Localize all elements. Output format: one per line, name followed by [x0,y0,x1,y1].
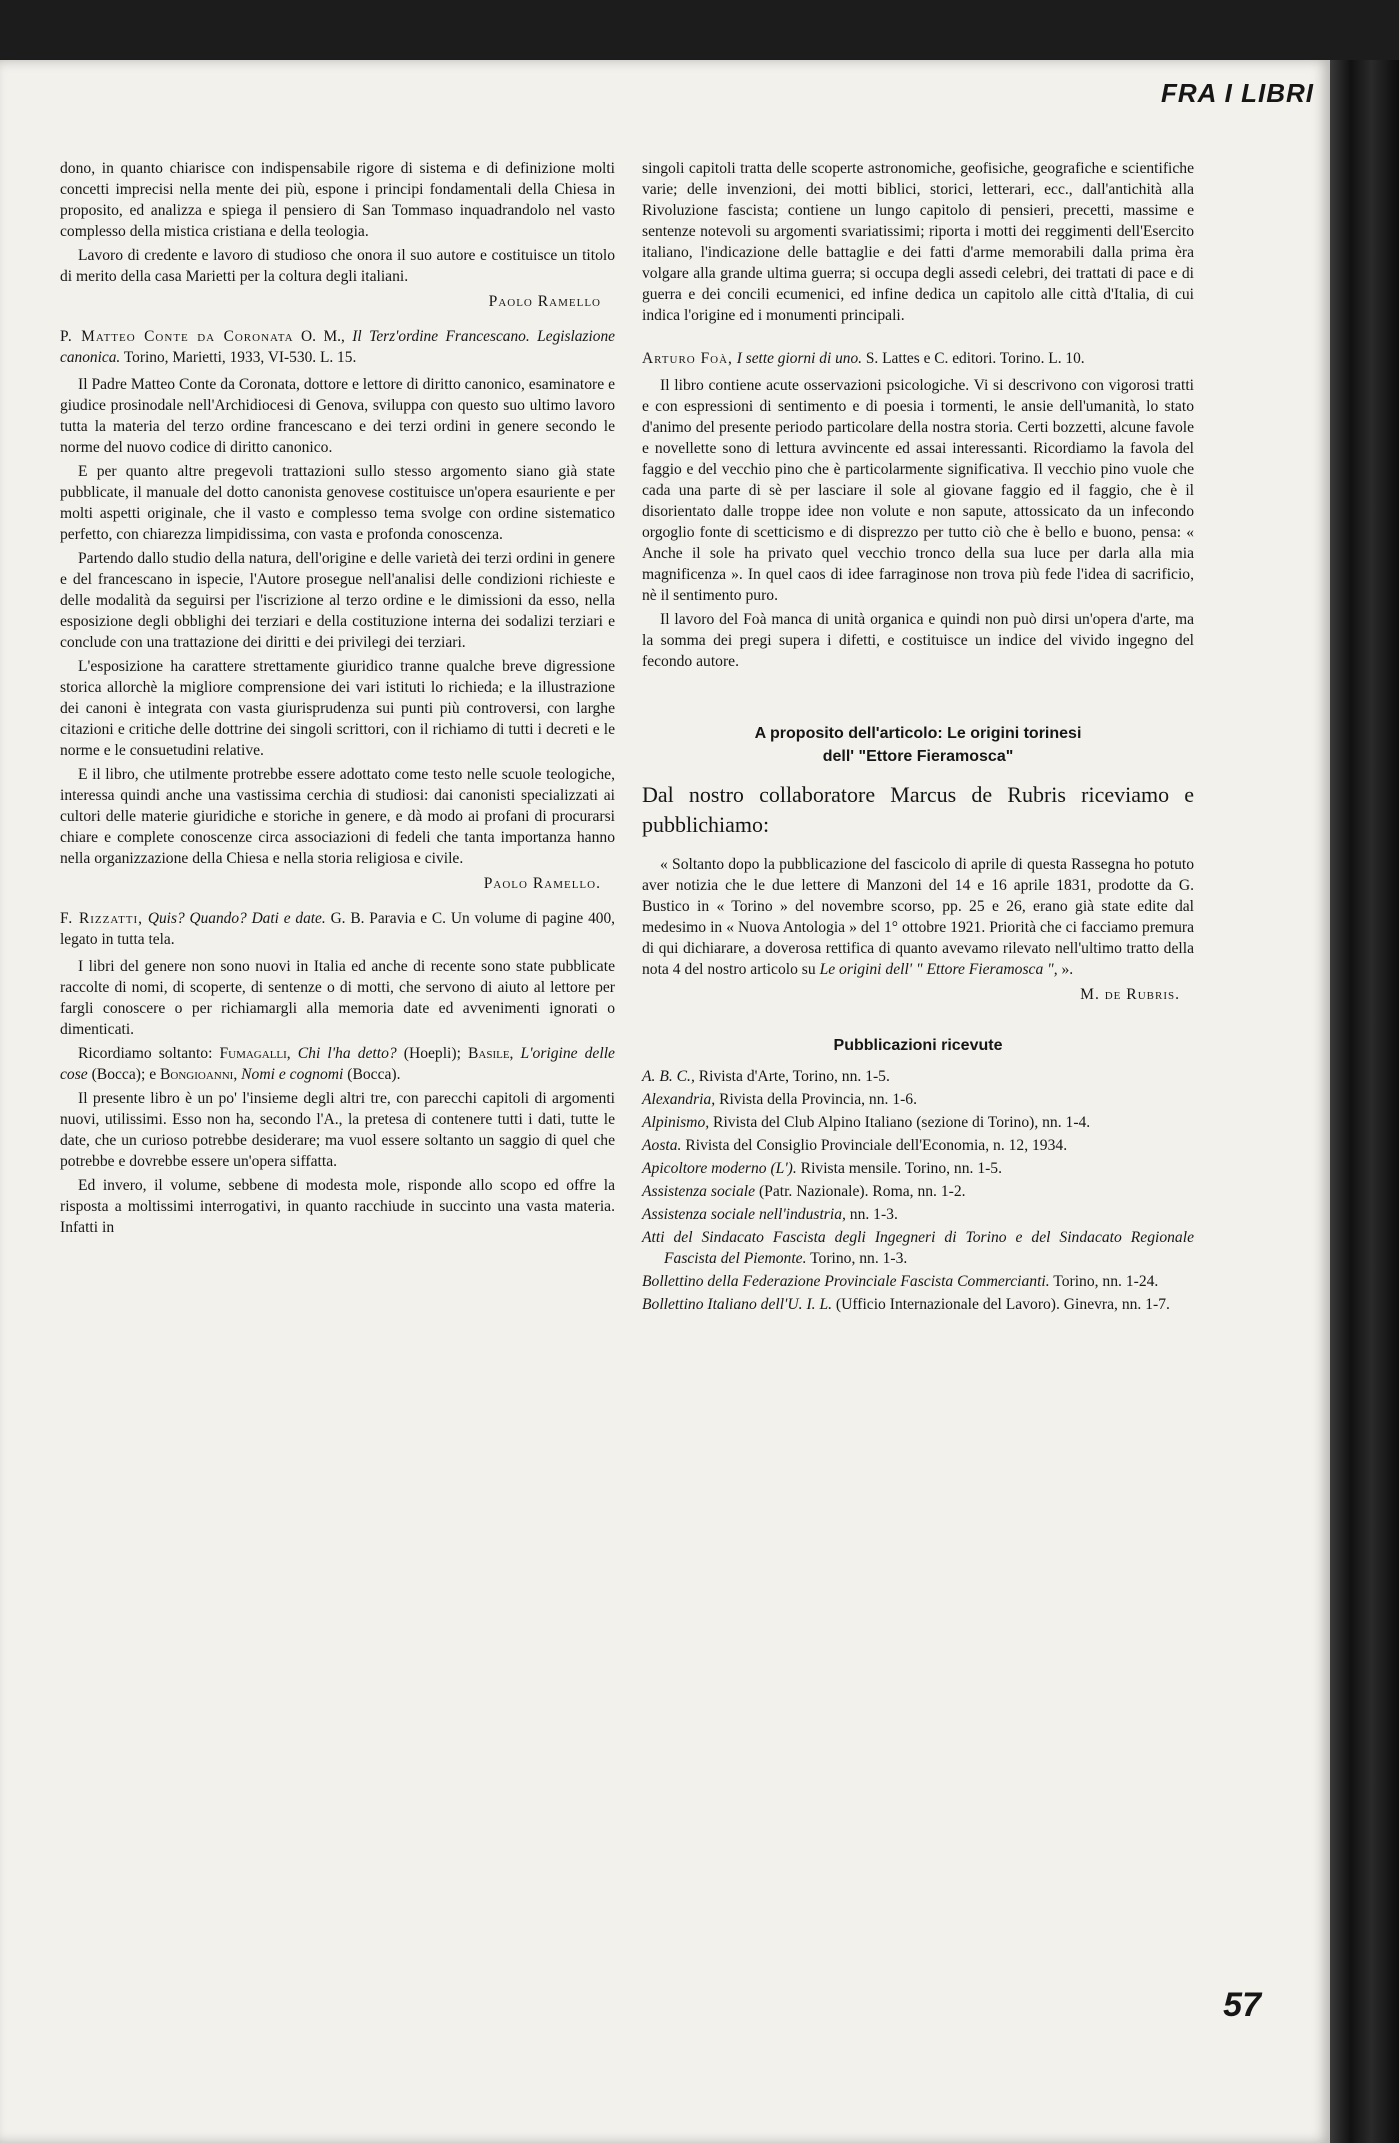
publication-item [642,1158,1194,1179]
text-run: (Bocca); e [87,1066,161,1083]
publication-title: Assistenza sociale nell'industria, [642,1206,846,1223]
publication-title: Bollettino della Federazione Provinciale Fascista Commercianti. [642,1273,1050,1290]
cited-title: Le origini dell' " Ettore Fieramosca ", [819,961,1058,978]
publication-item [642,1112,1194,1133]
publication-title: Aosta. [642,1137,682,1154]
publication-title: Apicoltore moderno (L'). [642,1160,797,1177]
book-title: Il Terz'ordine Francescano. Legislazione canonica. [60,328,615,366]
paragraph: dono, in quanto chiarisce con indispensabile rigore di sistema e di definizione molti concetti imprecisi nella mente dei più, espone i principi fondamentali della Chiesa in proposito, ed analizza e spiega il pensiero di San Tommaso inquadrandolo nel vasto complesso della mistica cristiana e della teologia. [60,160,615,240]
letter-intro: Dal nostro collaboratore Marcus de Rubris riceviamo e pubblichiamo: [642,782,1194,837]
publication-item [642,1135,1194,1156]
publication-details: Rivista mensile. Torino, nn. 1-5. [796,1160,1003,1177]
paragraph: Il Padre Matteo Conte da Coronata, dottore e lettore di diritto canonico, esaminatore e giudice prosinodale nell'Archidiocesi di Genova, sviluppa con questo suo ultimo lavoro tutta la materia del terzo ordine francescano e dei terzi ordini in genere secondo le norme del nuovo codice di diritto canonico. [60,376,615,456]
section-heading [642,722,1194,768]
publication-details: Torino, nn. 1-3. [806,1250,908,1267]
text-run: (Bocca). [343,1066,401,1083]
book-reference [60,908,615,950]
publication-item [642,1227,1194,1269]
publication-title: Bollettino Italiano dell'U. I. L. [642,1296,833,1313]
publication-item [642,1271,1194,1292]
section-heading-line: A proposito dell'articolo: Le origini torinesi [754,725,1082,742]
cited-author: Fumagalli, [219,1045,298,1062]
book-publisher: S. Lattes e C. editori. Torino. L. 10. [862,350,1085,367]
book-title: Quis? Quando? Dati e date. [147,910,326,927]
running-title: FRA I LIBRI [1160,78,1314,108]
publication-details: nn. 1-3. [845,1206,898,1223]
publication-item [642,1181,1194,1202]
publication-title: Alpinismo, [642,1114,710,1131]
paragraph: Ed invero, il volume, sebbene di modesta mole, risponde allo scopo ed offre la risposta a moltissimi interrogativi, in quanto racchiude in succinto una vasta materia. Infatti in [60,1177,615,1236]
publications-list [642,1066,1194,1315]
signature: M. de Rubris. [1080,986,1180,1003]
publication-title: Alexandria, [642,1091,716,1108]
paragraph: I libri del genere non sono nuovi in Italia ed anche di recente sono state pubblicate raccolte di nomi, di scoperte, di sentenze o di motti, che servono di aiuto al lettore per fargli conoscere o per richiamargli alla memoria date ed avvenimenti ignorati o dimenticati. [60,958,615,1038]
paragraph [60,1043,615,1085]
signature: Paolo Ramello. [483,875,601,892]
cited-author: Basile, [467,1045,521,1062]
paragraph: Il libro contiene acute osservazioni psicologiche. Vi si descrivono con vigorosi tratti e con espressioni di sentimento e di poesia i tormenti, le ansie dell'umanità, lo stato d'animo del presente periodo particolare della nostra storia. Certi bozzetti, alcune favole e novellette sono di lettura avvincente ed assai interessanti. Ricordiamo la favola del faggio e del vecchio pino che è particolarmente significativa. Il vecchio pino vuole che cada una parte di sè per lasciare il sole al giovane faggio ed il faggio, che è il disorientato dalle troppe idee non volute e non sapute, attossicato da un infecondo orgoglio fonte di scetticismo e di disprezzo per tutto ciò che è bello e buono, pensa: « Anche il sole ha privato quel vecchio tronco della sua luce per darla alla mia magnificenza ». In quel caos di idee farraginose non trova più fede l'idea di sacrificio, nè il sentimento puro. [642,377,1194,604]
paragraph: singoli capitoli tratta delle scoperte astronomiche, geofisiche, geografiche e scientifiche varie; delle invenzioni, dei motti biblici, storici, letterari, ecc., dall'antichità alla Rivoluzione fascista; contiene un lungo capitolo di pensieri, precetti, massime e sentenze notevoli su argomenti svariatissimi; riporta i motti dei reggimenti dell'Esercito italiano, l'indicazione delle battaglie e dei fatti d'arme memorabili dalla prima èra volgare alla grande ultima guerra; si occupa degli assedi celebri, dei trattati di pace e di guerra e dei concili ecumenici, ed infine dedica un capitolo alle città d'Italia, di cui indica l'origine ed i monumenti principali. [642,160,1194,324]
book-publisher: G. B. Paravia e C. Un volume di pagine 400, legato in tutta tela. [60,910,615,948]
paragraph: Lavoro di credente e lavoro di studioso che onora il suo autore e costituisce un titolo di merito della casa Marietti per la coltura degli italiani. [60,247,615,285]
paragraph: E il libro, che utilmente protrebbe essere adottato come testo nelle scuole teologiche, interessa quindi anche una vastissima cerchia di studiosi: dai canonisti specializzati ai cultori delle materie giuridiche e storiche in genere, e dà modo ai profani di procurarsi chiare e complete conoscenze circa associazioni di fedeli che tanta importanza hanno nella organizzazione della Chiesa e nella storia religiosa e civile. [60,766,615,867]
publication-item [642,1204,1194,1225]
publication-details: Torino, nn. 1-24. [1049,1273,1159,1290]
paragraph: L'esposizione ha carattere strettamente giuridico tranne qualche breve digressione storica allorchè la migliore comprensione dei vari istituti lo richieda; e la illustrazione dei canoni è integrata con vasta giurisprudenza sui punti più controversi, con larghe citazioni e critiche delle dottrine dei singoli scrittori, con il richiamo di tutti i decreti e le norme e le consuetudini relative. [60,658,615,759]
paragraph: Il presente libro è un po' l'insieme degli altri tre, con parecchi capitoli di argomenti nuovi, utilissimi. Esso non ha, secondo l'A., la pretesa di contenere tutti i dati, tutte le date, che un curioso potrebbe desiderare; ma vuol essere soltanto un saggio di quel che potrebbe e dovrebbe essere un'opera siffatta. [60,1090,615,1170]
right-column [642,158,1194,1317]
cited-title: Nomi e cognomi [241,1066,344,1083]
publication-details: Rivista del Consiglio Provinciale dell'Economia, n. 12, 1934. [681,1137,1068,1154]
book-title: I sette giorni di uno. [736,350,863,367]
paragraph: Il lavoro del Foà manca di unità organica e quindi non può dirsi un'opera d'arte, ma la somma dei pregi supera i difetti, e costituisce un indice del vivido ingegno del fecondo autore. [642,611,1194,670]
publication-title: A. B. C., [642,1068,695,1085]
book-author: F. Rizzatti, [60,910,144,927]
book-author: Arturo Foà, [642,350,733,367]
publication-title: Assistenza sociale [642,1183,756,1200]
binding-edge [1330,60,1399,2143]
section-heading-line: dell' "Ettore Fieramosca" [822,748,1014,765]
left-column [60,158,615,1241]
letter-quote [642,854,1194,980]
publication-details: (Ufficio Internazionale del Lavoro). Ginevra, nn. 1-7. [832,1296,1170,1313]
publication-details: Rivista del Club Alpino Italiano (sezione di Torino), nn. 1-4. [709,1114,1091,1131]
publication-title: Atti del Sindacato Fascista degli Ingegneri di Torino e del Sindacato Regionale Fascista del Piemonte. [642,1229,1194,1267]
text-run: (Hoepli); [396,1045,468,1062]
text-run: Ricordiamo soltanto: [78,1045,220,1062]
book-reference [642,348,1194,369]
publications-heading: Pubblicazioni ricevute [833,1037,1003,1054]
book-reference [60,326,615,368]
publication-details: Rivista della Provincia, nn. 1-6. [715,1091,918,1108]
signature: Paolo Ramello [488,293,601,310]
book-order: O. M., [293,328,353,345]
page-number: 57 [1223,1986,1261,2024]
publication-item [642,1294,1194,1315]
paragraph: Partendo dallo studio della natura, dell'origine e delle varietà dei terzi ordini in genere e del francescano in ispecie, l'Autore prosegue nell'analisi delle condizioni richieste e delle modalità da seguirsi per l'iscrizione al terzo ordine e le dimissioni da esso, nella esposizione degli obblighi dei terziari e della costituzione interna dei sodalizi terziari e conclude con una trattazione dei diritti e dei privilegi dei terziari. [60,550,615,651]
text-run: « Soltanto dopo la pubblicazione del fascicolo di aprile di questa Rassegna ho potuto aver notizia che le due lettere di Manzoni del 14 e 16 aprile 1831, prodotte da G. Bustico in « Torino » del novembre scorso, pp. 25 e 26, erano già state edite dal medesimo in « Nuova Antologia » del 1° ottobre 1921. Priorità che ci facciamo premura di qui dichiarare, a doverosa rettifica di quanto avevamo rilevato nell'ultimo tratto della nota 4 del nostro articolo su [642,856,1194,978]
text-run: ». [1057,961,1074,978]
paragraph: E per quanto altre pregevoli trattazioni sullo stesso argomento siano già state pubblicate, il manuale del dotto canonista genovese costituisce un'opera esauriente e per molti aspetti originale, che il vasto e complesso tema svolge con ordine sistematico perfetto, con chiarezza limpidissima, con vasta e profonda conoscenza. [60,463,615,543]
cited-title: Chi l'ha detto? [297,1045,397,1062]
publication-item [642,1089,1194,1110]
book-publisher: Torino, Marietti, 1933, VI-530. L. 15. [120,349,357,366]
cited-author: Bongioanni, [160,1066,242,1083]
cited-title: L'origine delle cose [60,1045,615,1083]
publication-details: Rivista d'Arte, Torino, nn. 1-5. [694,1068,890,1085]
book-author: P. Matteo Conte da Coronata [60,328,294,345]
publication-details: (Patr. Nazionale). Roma, nn. 1-2. [755,1183,966,1200]
publication-item [642,1066,1194,1087]
